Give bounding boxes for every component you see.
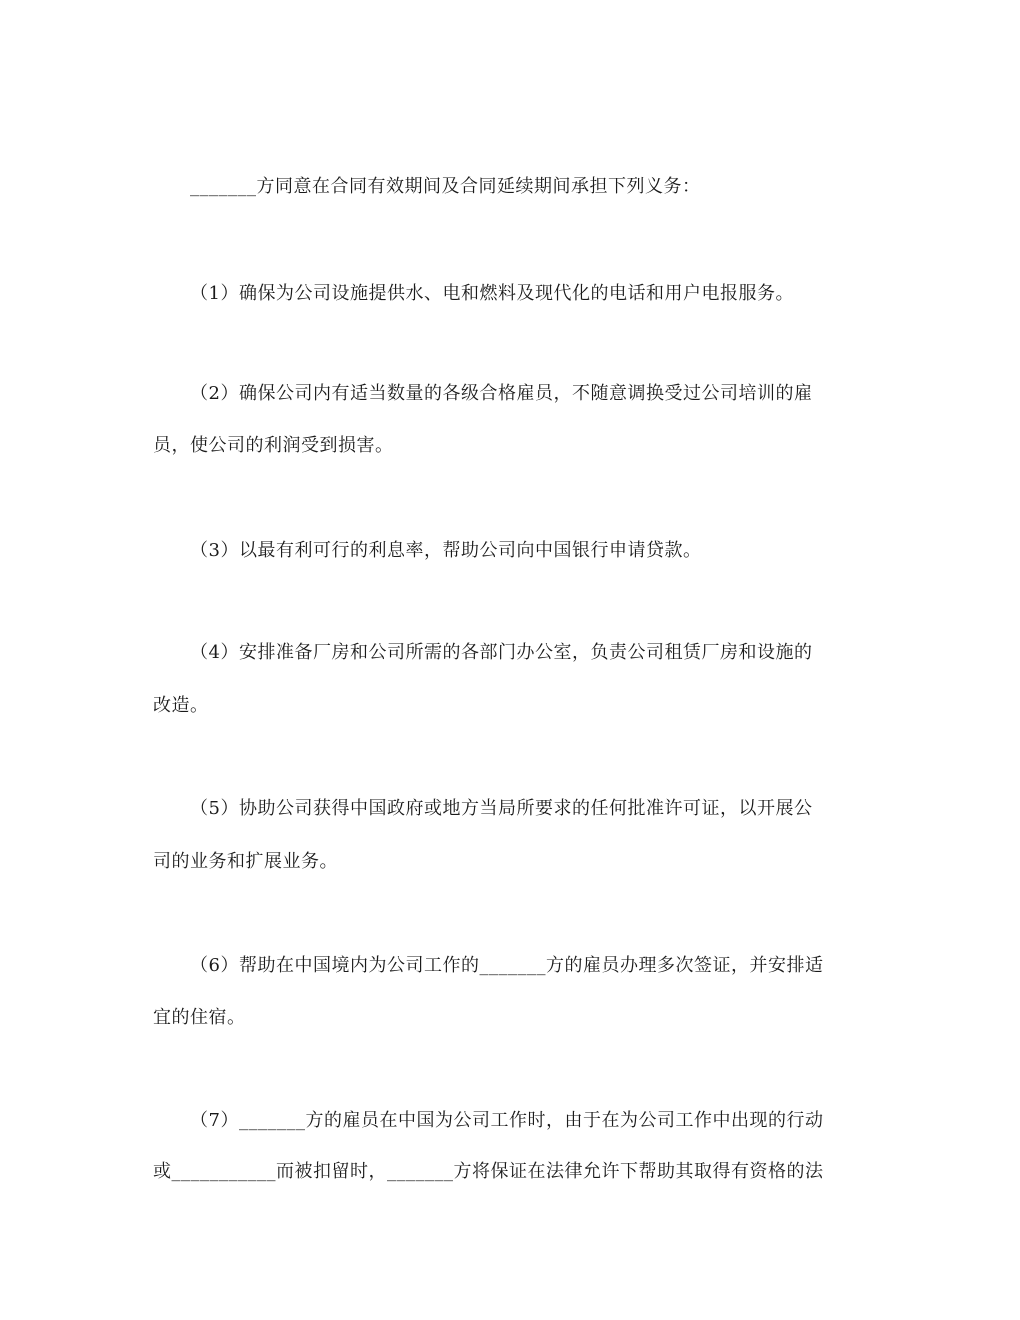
item-2-line-1: （2）确保公司内有适当数量的各级合格雇员，不随意调换受过公司培训的雇 xyxy=(190,383,813,404)
intro-line: _______方同意在合同有效期间及合同延续期间承担下列义务： xyxy=(190,176,701,197)
item-3-line-1: （3）以最有利可行的利息率，帮助公司向中国银行申请贷款。 xyxy=(190,540,702,561)
item-6-line-2: 宜的住宿。 xyxy=(153,1007,246,1028)
item-5-line-1: （5）协助公司获得中国政府或地方当局所要求的任何批准许可证，以开展公 xyxy=(190,798,813,819)
item-6-line-1: （6）帮助在中国境内为公司工作的_______方的雇员办理多次签证，并安排适 xyxy=(190,955,824,976)
item-4-line-1: （4）安排准备厂房和公司所需的各部门办公室，负责公司租赁厂房和设施的 xyxy=(190,642,813,663)
item-4-line-2: 改造。 xyxy=(153,695,209,716)
item-1-line-1: （1）确保为公司设施提供水、电和燃料及现代化的电话和用户电报服务。 xyxy=(190,283,794,304)
item-2-line-2: 员，使公司的利润受到损害。 xyxy=(153,435,394,456)
item-5-line-2: 司的业务和扩展业务。 xyxy=(153,851,338,872)
item-7-line-1: （7）_______方的雇员在中国为公司工作时，由于在为公司工作中出现的行动 xyxy=(190,1110,824,1131)
item-7-line-2: 或___________而被扣留时，_______方将保证在法律允许下帮助其取得有资格的法 xyxy=(153,1161,824,1182)
